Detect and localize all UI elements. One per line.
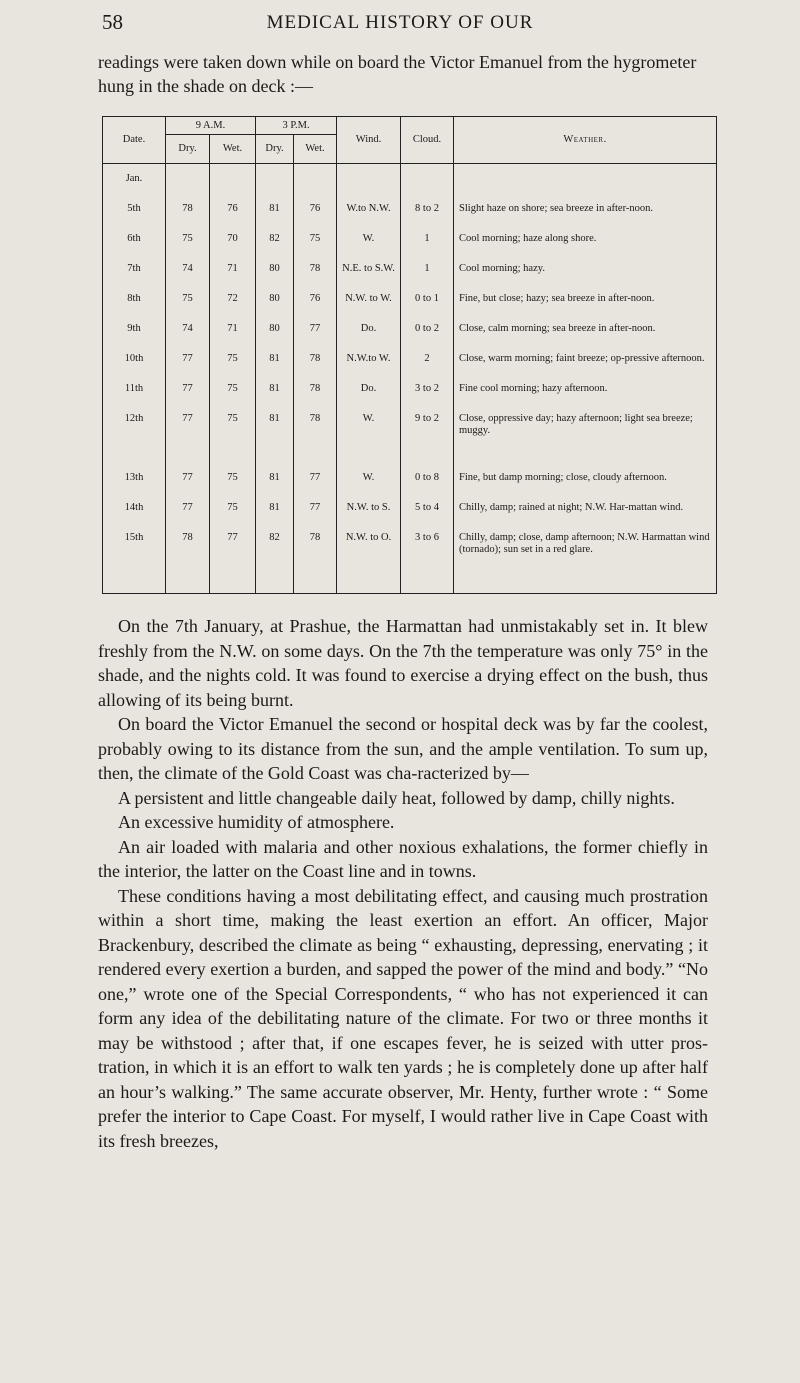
cell-am-wet: 75 (210, 502, 256, 532)
cell-pm-dry: 81 (256, 472, 294, 502)
cell-pm-dry: 81 (256, 203, 294, 233)
header-date: Date. (103, 117, 166, 164)
cell-am-dry: 74 (166, 323, 210, 353)
cell-wind: W. (337, 233, 401, 263)
cell-pm-wet: 78 (294, 263, 337, 293)
cell-weather: Close, oppressive day; hazy afternoon; light sea breeze; muggy. (454, 413, 717, 473)
header-9am: 9 A.M. (166, 117, 256, 135)
table-row (103, 203, 717, 233)
table-row (103, 353, 717, 383)
cell-date: 9th (103, 323, 166, 353)
hygrometer-table (102, 116, 716, 594)
cell-weather: Slight haze on shore; sea breeze in after-noon. (454, 203, 717, 233)
cell-date: 14th (103, 502, 166, 532)
body-paragraph: On board the Victor Emanuel the second or hospital deck was by far the coolest, probably owing to its distance from the sun, and the ample ventilation. To sum up, then, the climate of the Gold Coast was cha-racterized by— (98, 714, 708, 783)
table-row (103, 323, 717, 353)
cell-date: 11th (103, 383, 166, 413)
cell-cloud: 0 to 2 (401, 323, 454, 353)
cell-pm-dry: 80 (256, 293, 294, 323)
cell-am-dry: 75 (166, 293, 210, 323)
cell-am-dry: 77 (166, 383, 210, 413)
table-row (103, 383, 717, 413)
cell-pm-dry: 80 (256, 263, 294, 293)
cell-wind: W. (337, 413, 401, 473)
cell-date: 15th (103, 532, 166, 592)
cell-wind: Do. (337, 383, 401, 413)
body-paragraph: On the 7th January, at Prashue, the Harmattan had unmistakably set in. It blew freshly from the N.W. on some days. On the 7th the temperature was only 75° in the shade, and the nights cold. It was found to exercise a drying effect on the bush, thus allowing of its being burnt. (98, 616, 708, 710)
cell-date: 6th (103, 233, 166, 263)
header-wind: Wind. (337, 117, 401, 164)
cell-am-wet: 75 (210, 353, 256, 383)
cell-wind: N.E. to S.W. (337, 263, 401, 293)
cell-am-wet: 71 (210, 263, 256, 293)
cell-am-dry: 78 (166, 203, 210, 233)
running-head: MEDICAL HISTORY OF OUR (266, 12, 534, 33)
month-label: Jan. (103, 173, 166, 203)
cell-weather: Cool morning; hazy. (454, 263, 717, 293)
cell-am-dry: 78 (166, 532, 210, 592)
cell-weather: Close, warm morning; faint breeze; op-pressive afternoon. (454, 353, 717, 383)
table-row (103, 263, 717, 293)
cell-date: 13th (103, 472, 166, 502)
cell-am-dry: 75 (166, 233, 210, 263)
cell-cloud: 5 to 4 (401, 502, 454, 532)
header-pm-wet: Wet. (294, 135, 337, 164)
cell-am-dry: 77 (166, 472, 210, 502)
cell-weather: Fine, but close; hazy; sea breeze in after-noon. (454, 293, 717, 323)
table-row (103, 502, 717, 532)
cell-pm-dry: 82 (256, 532, 294, 592)
cell-date: 5th (103, 203, 166, 233)
cell-wind: N.W. to W. (337, 293, 401, 323)
cell-cloud: 2 (401, 353, 454, 383)
body-paragraph: These conditions having a most debilitating effect, and causing much prostration within a short time, making the least exertion an effort. An officer, Major Brackenbury, described the climate as being “ exhausting, depressing, enervating ; it rendered every exertion a burden, and sapped the power of the mind and body.” “No one,” wrote one of the Special Correspondents, “ who has not experienced it can form any idea of the debilitating nature of the climate. For two or three months it may be withstood ; after that, if one escapes fever, he is seized with utter pros-tration, in which it is an effort to walk ten yards ; he is completely done up after half an hour’s walking.” The same accurate observer, Mr. Henty, further wrote : “ Some prefer the interior to Cape Coast. For myself, I would rather live in Cape Coast with its fresh breezes, (98, 885, 708, 1151)
cell-date: 10th (103, 353, 166, 383)
table-row (103, 233, 717, 263)
cell-pm-dry: 81 (256, 353, 294, 383)
cell-am-dry: 74 (166, 263, 210, 293)
cell-date: 12th (103, 413, 166, 473)
header-am-dry: Dry. (166, 135, 210, 164)
cell-am-wet: 72 (210, 293, 256, 323)
body-paragraph: An excessive humidity of atmosphere. (118, 812, 395, 832)
cell-pm-wet: 78 (294, 383, 337, 413)
cell-pm-dry: 80 (256, 323, 294, 353)
cell-pm-wet: 78 (294, 353, 337, 383)
cell-pm-wet: 76 (294, 293, 337, 323)
table-row (103, 293, 717, 323)
cell-am-wet: 76 (210, 203, 256, 233)
header-pm-dry: Dry. (256, 135, 294, 164)
cell-weather: Fine, but damp morning; close, cloudy afternoon. (454, 472, 717, 502)
cell-am-dry: 77 (166, 502, 210, 532)
cell-am-wet: 75 (210, 413, 256, 473)
table-row (103, 532, 717, 592)
cell-wind: N.W. to O. (337, 532, 401, 592)
page-number: 58 (102, 10, 123, 34)
cell-weather: Cool morning; haze along shore. (454, 233, 717, 263)
header-3pm: 3 P.M. (256, 117, 337, 135)
table-filler-row (103, 592, 717, 593)
cell-pm-dry: 81 (256, 413, 294, 473)
cell-cloud: 1 (401, 233, 454, 263)
table-row (103, 472, 717, 502)
cell-am-dry: 77 (166, 353, 210, 383)
cell-cloud: 9 to 2 (401, 413, 454, 473)
cell-weather: Chilly, damp; rained at night; N.W. Har-mattan wind. (454, 502, 717, 532)
cell-pm-wet: 76 (294, 203, 337, 233)
header-weather: Weather. (454, 117, 717, 164)
cell-weather: Fine cool morning; hazy afternoon. (454, 383, 717, 413)
cell-pm-wet: 77 (294, 502, 337, 532)
cell-wind: W. (337, 472, 401, 502)
cell-cloud: 1 (401, 263, 454, 293)
body-paragraph: An air loaded with malaria and other noxious exhalations, the former chiefly in the interior, the latter on the Coast line and in towns. (98, 836, 708, 881)
cell-cloud: 0 to 1 (401, 293, 454, 323)
body-paragraph: A persistent and little changeable daily heat, followed by damp, chilly nights. (118, 787, 675, 808)
cell-am-wet: 75 (210, 383, 256, 413)
header-am-wet: Wet. (210, 135, 256, 164)
body-text (98, 614, 708, 1153)
cell-pm-wet: 78 (294, 532, 337, 592)
cell-weather: Chilly, damp; close, damp afternoon; N.W. Harmattan wind (tornado); sun set in a red glare. (454, 532, 717, 592)
cell-date: 8th (103, 293, 166, 323)
cell-cloud: 3 to 6 (401, 532, 454, 592)
cell-pm-wet: 75 (294, 233, 337, 263)
cell-cloud: 3 to 2 (401, 383, 454, 413)
cell-am-wet: 77 (210, 532, 256, 592)
header-cloud: Cloud. (401, 117, 454, 164)
table-row (103, 413, 717, 473)
cell-pm-wet: 77 (294, 323, 337, 353)
cell-wind: W.to N.W. (337, 203, 401, 233)
cell-pm-wet: 78 (294, 413, 337, 473)
cell-am-wet: 75 (210, 472, 256, 502)
cell-pm-wet: 77 (294, 472, 337, 502)
cell-pm-dry: 81 (256, 383, 294, 413)
cell-wind: Do. (337, 323, 401, 353)
cell-cloud: 0 to 8 (401, 472, 454, 502)
cell-am-wet: 71 (210, 323, 256, 353)
cell-weather: Close, calm morning; sea breeze in after-noon. (454, 323, 717, 353)
cell-cloud: 8 to 2 (401, 203, 454, 233)
cell-am-dry: 77 (166, 413, 210, 473)
cell-wind: N.W.to W. (337, 353, 401, 383)
intro-paragraph: readings were taken down while on board the Victor Emanuel from the hygrometer hung in the shade on deck :— (98, 52, 697, 96)
cell-wind: N.W. to S. (337, 502, 401, 532)
cell-am-wet: 70 (210, 233, 256, 263)
cell-pm-dry: 81 (256, 502, 294, 532)
cell-pm-dry: 82 (256, 233, 294, 263)
cell-date: 7th (103, 263, 166, 293)
table-body (103, 164, 717, 594)
